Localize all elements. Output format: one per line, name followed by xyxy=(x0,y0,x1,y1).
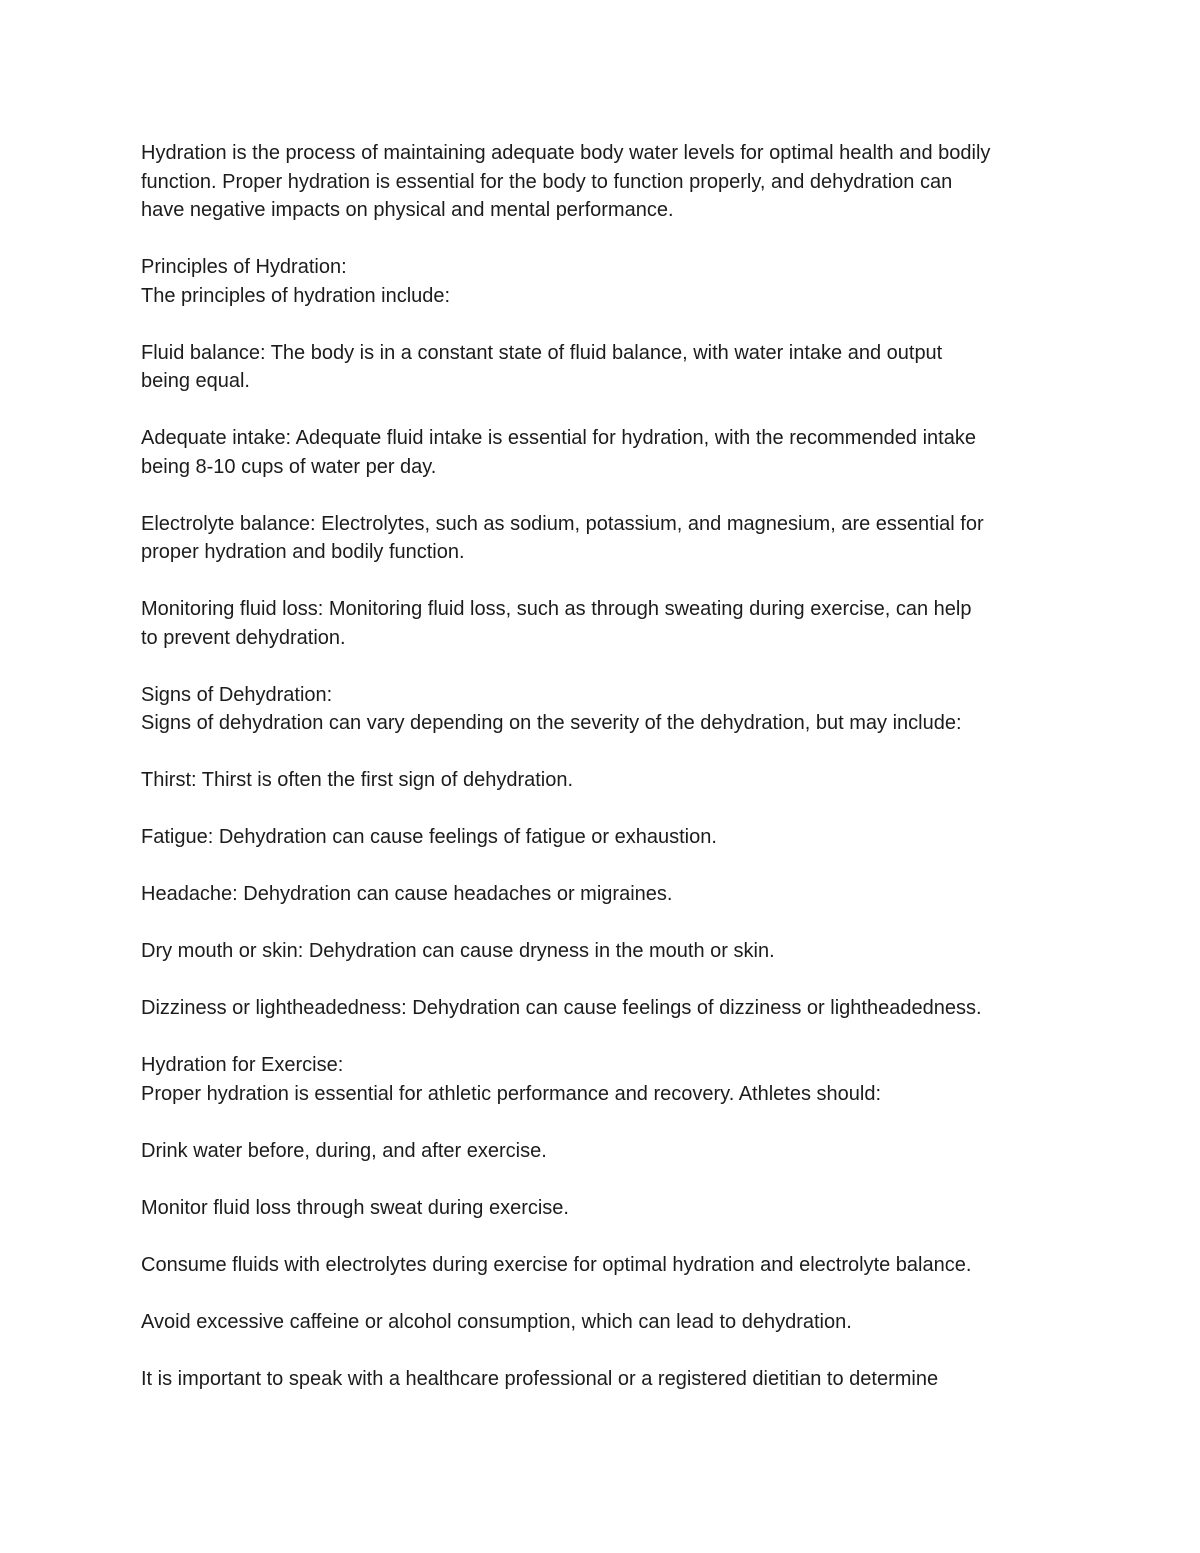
paragraph-line: Avoid excessive caffeine or alcohol consumption, which can lead to dehydration. xyxy=(141,1310,852,1333)
paragraph-line: It is important to speak with a healthcare professional or a registered dietitian to determine xyxy=(141,1367,939,1390)
paragraph-line: Fatigue: Dehydration can cause feelings of fatigue or exhaustion. xyxy=(141,826,717,848)
document-page xyxy=(141,139,1071,1422)
exercise-tip-drink-water xyxy=(141,1137,1071,1166)
exercise-tip-monitor-loss xyxy=(141,1194,1071,1223)
paragraph-line: to prevent dehydration. xyxy=(141,626,346,649)
exercise-section-intro xyxy=(141,1051,1071,1108)
intro-line: function. Proper hydration is essential for the body to function properly, and dehydration can xyxy=(141,170,953,193)
closing-paragraph xyxy=(141,1365,1071,1394)
paragraph-line: proper hydration and bodily function. xyxy=(141,541,465,563)
paragraph-line: Fluid balance: The body is in a constant state of fluid balance, with water intake and output xyxy=(141,341,943,364)
paragraph-line: Consume fluids with electrolytes during exercise for optimal hydration and electrolyte balance. xyxy=(141,1253,972,1276)
paragraph-line: Monitor fluid loss through sweat during exercise. xyxy=(141,1196,569,1219)
paragraph-line: Monitoring fluid loss: Monitoring fluid loss, such as through sweating during exercise, can help xyxy=(141,598,972,620)
principle-electrolyte-balance xyxy=(141,510,1071,567)
paragraph-line: Dizziness or lightheadedness: Dehydration can cause feelings of dizziness or lightheadedness. xyxy=(141,997,982,1019)
exercise-tip-avoid-caffeine xyxy=(141,1308,1071,1337)
paragraph-line: being equal. xyxy=(141,370,250,392)
exercise-lead: Proper hydration is essential for athletic performance and recovery. Athletes should: xyxy=(141,1082,882,1105)
signs-heading: Signs of Dehydration: xyxy=(141,683,333,706)
principles-lead: The principles of hydration include: xyxy=(141,284,451,307)
principles-heading: Principles of Hydration: xyxy=(141,256,347,278)
sign-fatigue xyxy=(141,823,1071,852)
principles-section-intro xyxy=(141,253,1071,310)
principle-monitoring-fluid-loss xyxy=(141,595,1071,652)
paragraph-line: Thirst: Thirst is often the first sign of dehydration. xyxy=(141,769,574,791)
sign-thirst xyxy=(141,766,1071,795)
paragraph-line: Dry mouth or skin: Dehydration can cause dryness in the mouth or skin. xyxy=(141,940,775,962)
sign-headache xyxy=(141,880,1071,909)
principle-fluid-balance xyxy=(141,339,1071,396)
signs-lead: Signs of dehydration can vary depending on the severity of the dehydration, but may include: xyxy=(141,712,962,734)
signs-section-intro xyxy=(141,681,1071,738)
exercise-tip-electrolytes xyxy=(141,1251,1071,1280)
intro-line: Hydration is the process of maintaining adequate body water levels for optimal health and bodily xyxy=(141,142,991,164)
sign-dizziness xyxy=(141,994,1071,1023)
paragraph-line: Electrolyte balance: Electrolytes, such as sodium, potassium, and magnesium, are essential for xyxy=(141,512,984,535)
paragraph-line: Headache: Dehydration can cause headaches or migraines. xyxy=(141,883,673,905)
paragraph-line: being 8-10 cups of water per day. xyxy=(141,455,437,478)
paragraph-line: Adequate intake: Adequate fluid intake is essential for hydration, with the recommended intake xyxy=(141,427,976,449)
paragraph-line: Drink water before, during, and after exercise. xyxy=(141,1139,547,1162)
sign-dry-mouth xyxy=(141,937,1071,966)
intro-line: have negative impacts on physical and mental performance. xyxy=(141,199,674,221)
principle-adequate-intake xyxy=(141,424,1071,481)
intro-paragraph xyxy=(141,139,1071,225)
exercise-heading: Hydration for Exercise: xyxy=(141,1054,344,1076)
